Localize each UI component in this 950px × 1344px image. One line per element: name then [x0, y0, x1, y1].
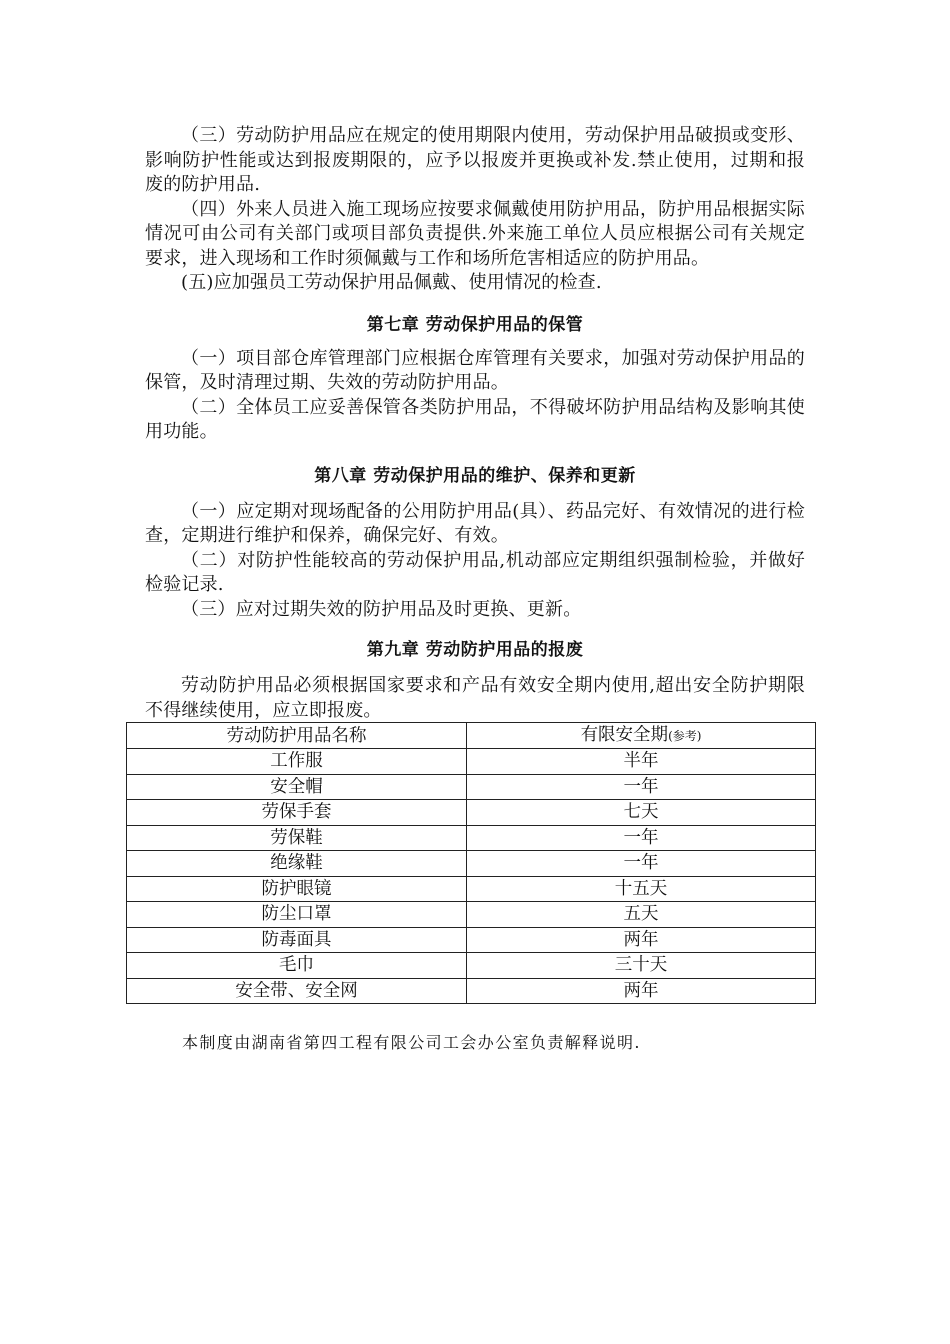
item-period: 三十天 [467, 953, 816, 979]
paragraph-8-1: （一）应定期对现场配备的公用防护用品(具）、药品完好、有效情况的进行检查，定期进行维护和保养，确保完好、有效。 [145, 500, 805, 546]
chapter-7-title: 第七章 劳动保护用品的保管 [366, 314, 584, 335]
paragraph-8-2: （二）对防护性能较高的劳动保护用品,机动部应定期组织强制检验，并做好检验记录. [145, 549, 805, 595]
item-name: 防护眼镜 [127, 876, 467, 902]
table-row [127, 927, 816, 953]
item-period: 一年 [467, 825, 816, 851]
paragraph-6-4: （四）外来人员进入施工现场应按要求佩戴使用防护用品，防护用品根据实际情况可由公司有关部门或项目部负责提供.外来施工单位人员应根据公司有关规定要求，进入现场和工作时须佩戴与工作和场所危害相适应的防护用品。 [145, 198, 805, 269]
item-period: 一年 [467, 774, 816, 800]
item-name: 工作服 [127, 749, 467, 775]
header-item-name: 劳动防护用品名称 [127, 723, 467, 749]
item-name: 绝缘鞋 [127, 851, 467, 877]
table-row [127, 851, 816, 877]
table-row [127, 953, 816, 979]
item-name: 劳保手套 [127, 800, 467, 826]
table-row [127, 902, 816, 928]
paragraph-9-1: 劳动防护用品必须根据国家要求和产品有效安全期内使用,超出安全防护期限不得继续使用，应立即报废。 [145, 675, 805, 721]
item-name: 防毒面具 [127, 927, 467, 953]
table-row [127, 825, 816, 851]
table-row [127, 749, 816, 775]
item-period: 两年 [467, 927, 816, 953]
item-name: 防尘口罩 [127, 902, 467, 928]
table-row [127, 876, 816, 902]
header-safety-period [467, 723, 816, 749]
table-row [127, 774, 816, 800]
table-row [127, 978, 816, 1004]
item-period: 七天 [467, 800, 816, 826]
header-period-label: 有限安全期 [580, 725, 669, 745]
chapter-9-title: 第九章 劳动防护用品的报废 [366, 640, 584, 660]
item-period: 十五天 [467, 876, 816, 902]
item-period: 半年 [467, 749, 816, 775]
item-name: 安全帽 [127, 774, 467, 800]
footer-note: 本制度由湖南省第四工程有限公司工会办公室负责解释说明. [182, 1033, 641, 1052]
paragraph-8-3: （三）应对过期失效的防护用品及时更换、更新。 [181, 598, 582, 620]
table-row [127, 800, 816, 826]
document-body [145, 124, 805, 723]
item-period: 五天 [467, 902, 816, 928]
table-header-row [127, 723, 816, 749]
item-name: 毛巾 [127, 953, 467, 979]
protective-equipment-table [126, 722, 816, 1004]
paragraph-7-2: （二）全体员工应妥善保管各类防护用品，不得破坏防护用品结构及影响其使用功能。 [145, 396, 805, 442]
item-name: 劳保鞋 [127, 825, 467, 851]
item-name: 安全带、安全网 [127, 978, 467, 1004]
header-period-note: (参考) [668, 729, 702, 743]
item-period: 一年 [467, 851, 816, 877]
chapter-8-title: 第八章 劳动保护用品的维护、保养和更新 [314, 465, 636, 486]
paragraph-7-1: （一）项目部仓库管理部门应根据仓库管理有关要求，加强对劳动保护用品的保管，及时清理过期、失效的劳动防护用品。 [145, 347, 805, 393]
paragraph-6-5: (五)应加强员工劳动保护用品佩戴、使用情况的检查. [181, 272, 602, 293]
paragraph-6-3: （三）劳动防护用品应在规定的使用期限内使用，劳动保护用品破损或变形、影响防护性能或达到报废期限的，应予以报废并更换或补发.禁止使用，过期和报废的防护用品. [145, 125, 805, 195]
item-period: 两年 [467, 978, 816, 1004]
